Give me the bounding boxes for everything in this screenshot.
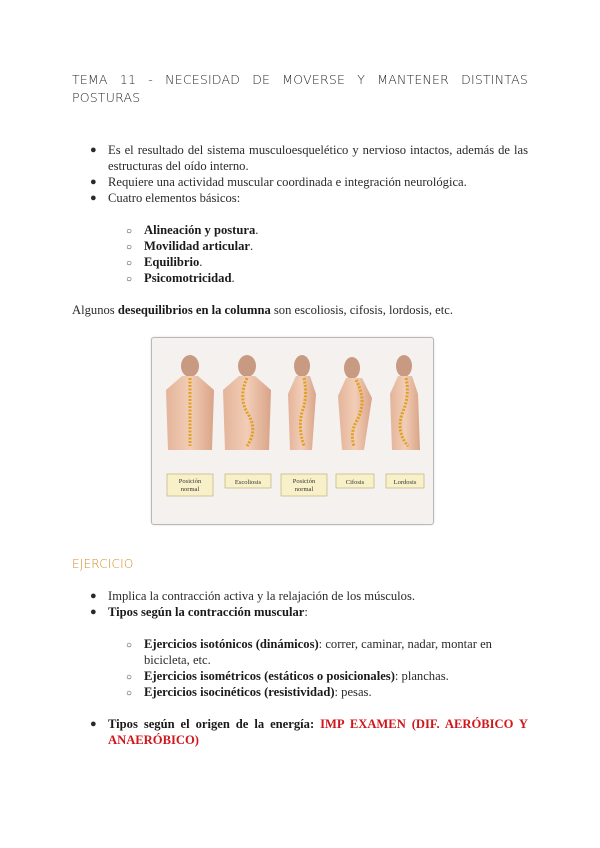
page-title: TEMA 11 - NECESIDAD DE MOVERSE Y MANTENER DISTINTAS POSTURAS bbox=[72, 72, 528, 105]
circle-bullet-icon: ○ bbox=[126, 274, 133, 285]
figure-label: Posición bbox=[292, 478, 316, 485]
figure-label: Escoliosis bbox=[234, 479, 262, 486]
figure-label: Posición bbox=[178, 478, 202, 485]
desequilibrios-paragraph: Algunos desequilibrios en la columna son escoliosis, cifosis, lordosis, etc. bbox=[72, 303, 453, 317]
list-item: ○ Movilidad articular. bbox=[126, 239, 528, 255]
list-item: ○ Ejercicios isométricos (estáticos o posicionales): planchas. bbox=[126, 669, 528, 685]
list-item: ● Tipos según la contracción muscular: bbox=[90, 605, 308, 619]
bullet-icon: ● bbox=[90, 590, 97, 602]
figure-label: normal bbox=[180, 486, 200, 493]
circle-bullet-icon: ○ bbox=[126, 258, 133, 269]
figure-label: Lordosis bbox=[393, 479, 417, 486]
torso-lordosis bbox=[390, 355, 420, 450]
figure-label: normal bbox=[294, 486, 314, 493]
list-item: ● Cuatro elementos básicos: bbox=[90, 191, 241, 205]
circle-bullet-icon: ○ bbox=[126, 672, 133, 683]
list-item: ○ Ejercicios isocinéticos (resistividad): pesas. bbox=[126, 685, 528, 701]
circle-bullet-icon: ○ bbox=[126, 242, 133, 253]
spine-figure bbox=[151, 337, 434, 525]
list-item: ● Tipos según el origen de la energía: IMP EXAMEN (DIF. AERÓBICO Y ANAERÓBICO) bbox=[90, 717, 529, 747]
circle-bullet-icon: ○ bbox=[126, 226, 133, 237]
bullet-icon: ● bbox=[90, 718, 97, 730]
section-heading: EJERCICIO bbox=[72, 557, 134, 571]
bullet-icon: ● bbox=[90, 144, 97, 156]
torso-kyphosis bbox=[338, 357, 372, 450]
exam-highlight: IMP EXAMEN (DIF. AERÓBICO Y ANAERÓBICO) bbox=[108, 717, 529, 747]
figure-label: Cifosis bbox=[345, 479, 365, 486]
list-item: ○ Equilibrio. bbox=[126, 255, 528, 271]
circle-bullet-icon: ○ bbox=[126, 640, 133, 651]
bullet-icon: ● bbox=[90, 606, 97, 618]
list-item: ○ Ejercicios isotónicos (dinámicos): correr, caminar, nadar, montar en bicicleta, etc. bbox=[126, 637, 492, 667]
torso-normal-back bbox=[166, 355, 214, 450]
torso-normal-side bbox=[288, 355, 316, 450]
list-item: ○ Psicomotricidad. bbox=[126, 271, 528, 287]
bullet-icon: ● bbox=[90, 176, 97, 188]
list-item: ○ Alineación y postura. bbox=[126, 223, 528, 239]
list-item: ● Implica la contracción activa y la relajación de los músculos. bbox=[90, 589, 416, 603]
torso-scoliosis bbox=[223, 355, 271, 450]
bullet-icon: ● bbox=[90, 192, 97, 204]
list-item: ● Es el resultado del sistema musculoesquelético y nervioso intactos, además de las estructuras del oído interno. bbox=[90, 143, 528, 173]
spine-illustration bbox=[152, 338, 433, 524]
list-item: ● Requiere una actividad muscular coordinada e integración neurológica. bbox=[90, 175, 467, 189]
circle-bullet-icon: ○ bbox=[126, 688, 133, 699]
